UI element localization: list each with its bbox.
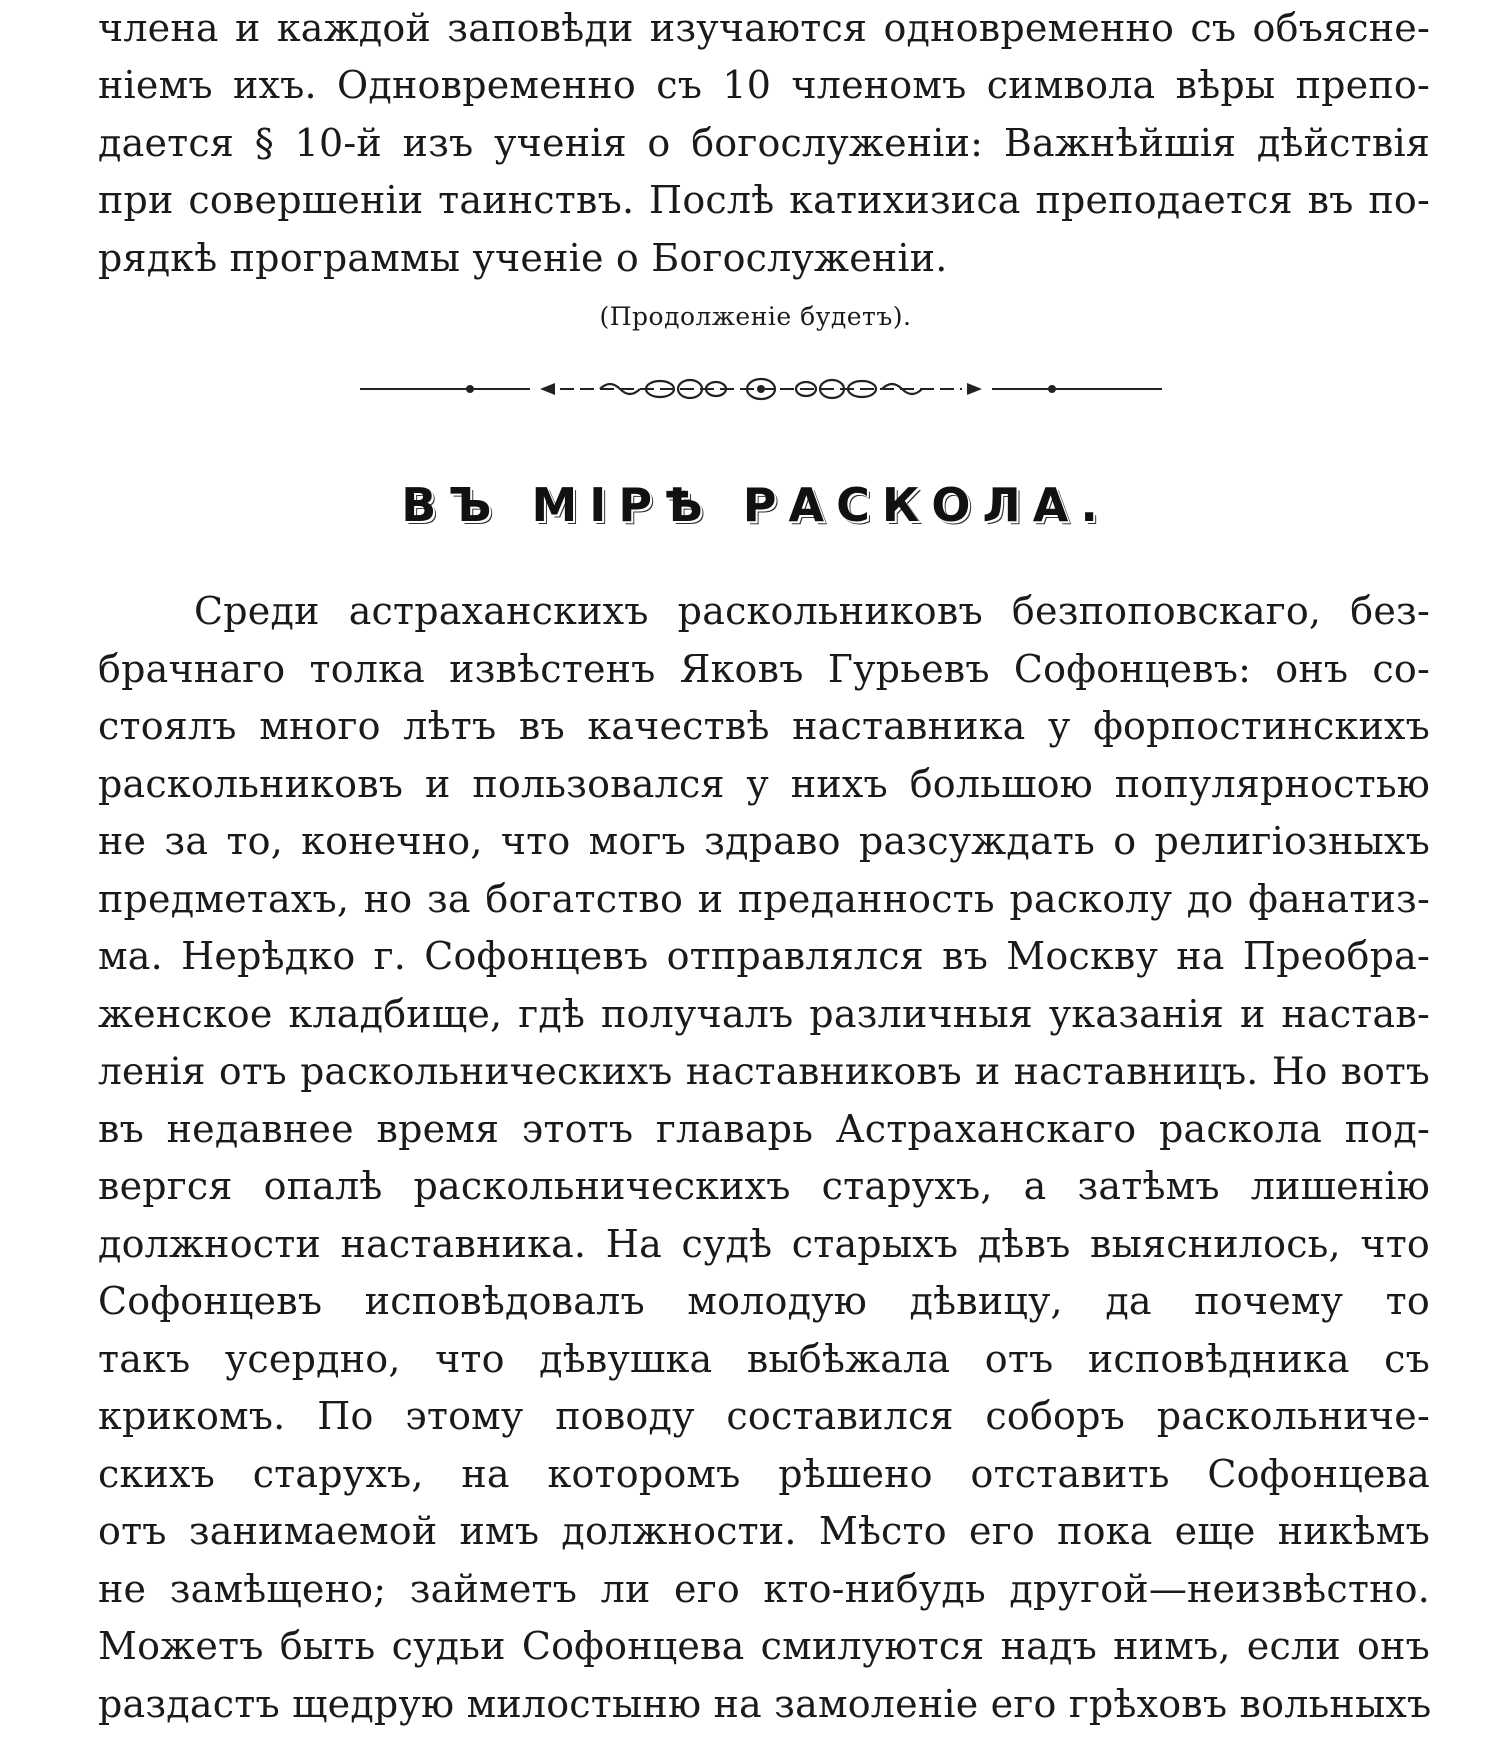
text-line: женское кладбище, гдѣ получалъ различныя указанія и настав- (98, 992, 1430, 1036)
text-line: вергся опалѣ раскольническихъ старухъ, а затѣмъ лишенію (98, 1164, 1430, 1208)
text-line: крикомъ. По этому поводу составился соборъ раскольниче- (98, 1394, 1430, 1438)
text-line: раздастъ щедрую милостыню на замоленіе его грѣховъ вольныхъ (98, 1682, 1432, 1726)
text-line: Софонцевъ исповѣдовалъ молодую дѣвицу, да почему то (98, 1279, 1430, 1323)
text-line: при совершеніи таинствъ. Послѣ катихизиса преподается въ по- (98, 178, 1430, 222)
text-line: Среди астраханскихъ раскольниковъ безпоповскаго, без- (194, 589, 1430, 633)
text-line: стоялъ много лѣтъ въ качествѣ наставника у форпостинскихъ (98, 704, 1430, 748)
text-line: брачнаго толка извѣстенъ Яковъ Гурьевъ Софонцевъ: онъ со- (98, 647, 1430, 691)
text-line: скихъ старухъ, на которомъ рѣшено отставить Софонцева (98, 1452, 1430, 1496)
text-line: такъ усердно, что дѣвушка выбѣжала отъ исповѣдника съ (98, 1337, 1430, 1381)
text-line: ленія отъ раскольническихъ наставниковъ и наставницъ. Но вотъ (98, 1049, 1430, 1093)
text-line: должности наставника. На судѣ старыхъ дѣвъ выяснилось, что (98, 1222, 1430, 1266)
continuation-note: (Продолженіе будетъ). (599, 302, 912, 331)
text-line: ніемъ ихъ. Одновременно съ 10 членомъ символа вѣры препо- (98, 63, 1430, 107)
text-line: не замѣщено; займетъ ли его кто-нибудь другой—неизвѣстно. (98, 1567, 1430, 1611)
text-line: Можетъ быть судьи Софонцева смилуются надъ нимъ, если онъ (98, 1624, 1430, 1668)
text-line: ма. Нерѣдко г. Софонцевъ отправлялся въ Москву на Преобра- (98, 934, 1430, 978)
text-line: раскольниковъ и пользовался у нихъ большою популярностью (98, 762, 1430, 806)
ornament-divider (360, 374, 1162, 404)
text-line: въ недавнее время этотъ главарь Астраханскаго раскола под- (98, 1107, 1430, 1151)
text-line: члена и каждой заповѣди изучаются одновременно съ объясне- (98, 6, 1430, 50)
text-line: дается § 10-й изъ ученія о богослуженіи: Важнѣйшія дѣйствія (98, 121, 1430, 165)
text-line: предметахъ, но за богатство и преданность расколу до фанатиз- (98, 877, 1430, 921)
text-line: рядкѣ программы ученіе о Богослуженіи. (98, 236, 948, 280)
text-line: отъ занимаемой имъ должности. Мѣсто его пока еще никѣмъ (98, 1509, 1430, 1553)
text-line: не за то, конечно, что могъ здраво разсуждать о религіозныхъ (98, 819, 1430, 863)
section-heading: ВЪ МІРѢ РАСКОЛА. (401, 478, 1110, 532)
